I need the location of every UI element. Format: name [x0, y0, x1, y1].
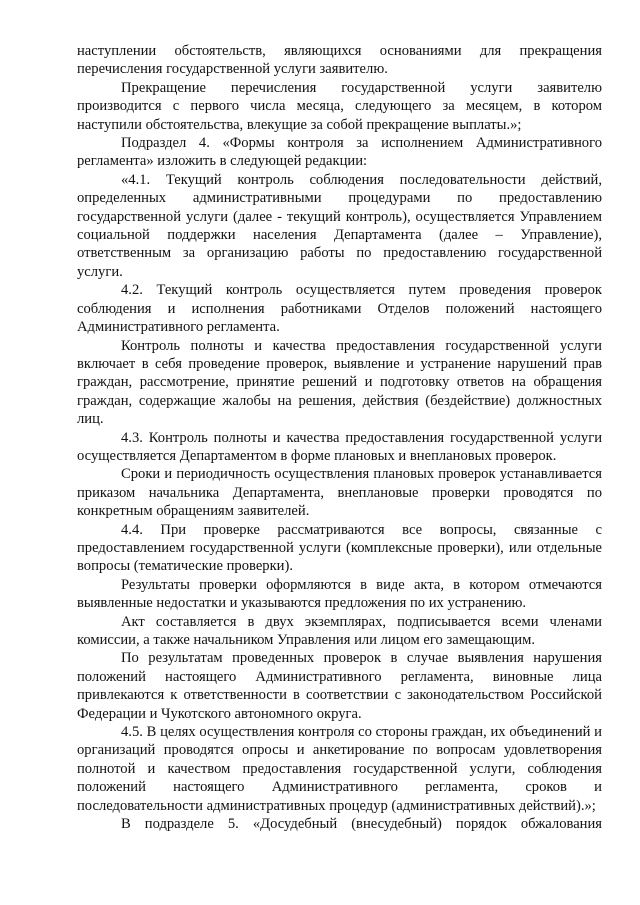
paragraph-liability: По результатам проведенных проверок в случае выявления нарушения положений настоящего Административного регламента, виновные лица привлекаются к ответственности в соответствии с законодательством Российской Федерации и Чукотского автономного округа. [77, 650, 602, 722]
paragraph-subsection-5-intro: В подразделе 5. «Досудебный (внесудебный) порядок обжалования [121, 816, 602, 833]
paragraph-control-scope: Контроль полноты и качества предоставления государственной услуги включает в себя проведение проверок, выявление и устранение нарушений прав граждан, рассмотрение, принятие решений и подготовку ответов на обращения граждан, содержащие жалобы на решения, действия (бездействие) должностных лиц. [77, 337, 602, 428]
paragraph-4-3: 4.3. Контроль полноты и качества предоставления государственной услуги осуществляется Департаментом в форме плановых и внеплановых проверок. [77, 429, 602, 464]
paragraph-4-1: «4.1. Текущий контроль соблюдения последовательности действий, определенных административными процедурами по предоставлению государственной услуги (далее - текущий контроль), осуществляется Управлением социальной поддержки населения Департамента (далее – Управление), ответственным за организацию работы по предоставлению государственной услуги. [77, 171, 602, 280]
paragraph-4-5: 4.5. В целях осуществления контроля со стороны граждан, их объединений и организаций проводятся опросы и анкетирование по вопросам удовлетворения полнотой и качеством предоставления государственной услуги, соблюдения положений настоящего Административного регламента, сроков и последовательности административных процедур (административных действий).»; [77, 724, 602, 814]
paragraph-inspection-schedule: Сроки и периодичность осуществления плановых проверок устанавливается приказом начальника Департамента, внеплановые проверки проводятся по конкретным обращениям заявителей. [77, 466, 602, 520]
paragraph-4-2: 4.2. Текущий контроль осуществляется путем проведения проверок соблюдения и исполнения работниками Отделов положений настоящего Административного регламента. [77, 282, 602, 336]
paragraph-continuation: наступлении обстоятельств, являющихся основаниями для прекращения перечисления государственной услуги заявителю. [77, 43, 602, 78]
paragraph-termination-rule: Прекращение перечисления государственной услуги заявителю производится с первого числа месяца, следующего за месяцем, в котором наступили обстоятельства, влекущие за собой прекращение выплаты.»; [77, 79, 602, 133]
paragraph-4-4: 4.4. При проверке рассматриваются все вопросы, связанные с предоставлением государственной услуги (комплексные проверки), или отдельные вопросы (тематические проверки). [77, 521, 602, 575]
document-page [77, 42, 602, 833]
paragraph-inspection-results: Результаты проверки оформляются в виде акта, в котором отмечаются выявленные недостатки и указываются предложения по их устранению. [77, 576, 602, 612]
paragraph-act-copies: Акт составляется в двух экземплярах, подписывается всеми членами комиссии, а также начальником Управления или лицом его замещающим. [77, 613, 602, 648]
paragraph-subsection-4-intro: Подраздел 4. «Формы контроля за исполнением Административного регламента» изложить в следующей редакции: [77, 135, 602, 170]
